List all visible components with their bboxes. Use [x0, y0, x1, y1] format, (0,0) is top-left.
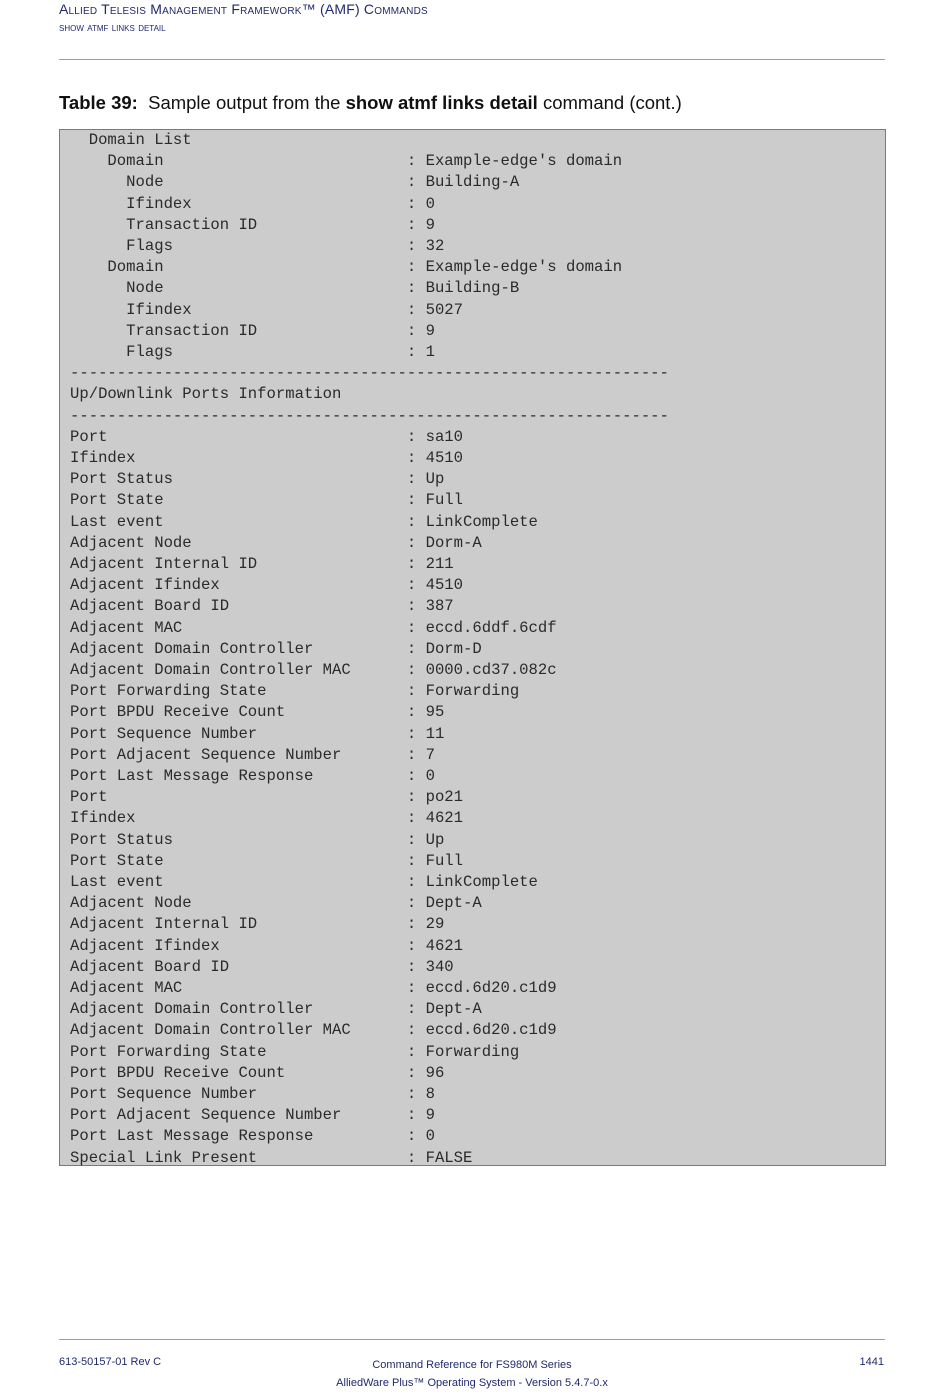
output-line: ---------------------------------------------------------------- [70, 364, 669, 383]
header-subtitle: show atmf links detail [59, 20, 166, 34]
output-line: Adjacent MAC : eccd.6d20.c1d9 [70, 979, 557, 997]
footer-doc-number: 613-50157-01 Rev C [59, 1356, 162, 1368]
output-line: Port Status : Up [70, 830, 445, 849]
output-line: Port Last Message Response : 0 [70, 767, 435, 785]
output-line: Node : Building-B [70, 279, 520, 298]
output-line: Adjacent Domain Controller MAC : eccd.6d20.c1d9 [70, 1021, 557, 1040]
header-divider [59, 59, 885, 60]
output-line: Last event : LinkComplete [70, 873, 538, 891]
output-line: Port Last Message Response : 0 [70, 1127, 435, 1146]
page-header [59, 1, 428, 36]
output-line: Adjacent MAC : eccd.6ddf.6cdf [70, 618, 557, 637]
footer-page-number: 1441 [859, 1356, 884, 1368]
output-line: Port BPDU Receive Count : 96 [70, 1063, 445, 1082]
output-line: Port BPDU Receive Count : 95 [70, 703, 445, 722]
command-output-box [59, 129, 886, 1166]
table-label: Table 39: [59, 92, 138, 113]
header-title: Allied Telesis Management Framework™ (AMF) Commands [59, 1, 428, 17]
output-line: Transaction ID : 9 [70, 215, 435, 234]
output-line: Adjacent Board ID : 387 [70, 597, 454, 616]
output-line: Ifindex : 4621 [70, 809, 464, 828]
output-line: Adjacent Node : Dorm-A [70, 533, 482, 552]
output-line: Port Adjacent Sequence Number : 9 [70, 1106, 435, 1125]
caption-post: command (cont.) [537, 92, 682, 113]
output-line: Domain List [70, 131, 192, 149]
output-line: Up/Downlink Ports Information [70, 385, 342, 404]
output-line: Special Link Present : FALSE [70, 1148, 473, 1167]
output-line: Adjacent Domain Controller MAC : 0000.cd37.082c [70, 661, 557, 679]
output-line: Adjacent Node : Dept-A [70, 894, 482, 913]
output-line: Adjacent Ifindex : 4510 [70, 576, 464, 595]
output-line: Port Sequence Number : 11 [70, 724, 445, 743]
output-line: Flags : 32 [70, 237, 445, 255]
output-line: Flags : 1 [70, 343, 435, 361]
output-line: Transaction ID : 9 [70, 321, 435, 340]
output-line: Adjacent Domain Controller : Dept-A [70, 1000, 482, 1019]
output-line: Ifindex : 4510 [70, 449, 464, 467]
output-line: Ifindex : 5027 [70, 300, 464, 319]
output-line: Domain : Example-edge's domain [70, 152, 623, 171]
output-line: Adjacent Domain Controller : Dorm-D [70, 639, 482, 658]
output-line: ---------------------------------------------------------------- [70, 406, 669, 425]
output-line: Port Forwarding State : Forwarding [70, 1042, 520, 1061]
output-line: Port : po21 [70, 788, 464, 807]
footer-center [0, 1356, 944, 1392]
output-line: Last event : LinkComplete [70, 512, 538, 531]
output-line: Adjacent Internal ID : 211 [70, 555, 454, 573]
output-line: Ifindex : 0 [70, 194, 435, 213]
output-line: Port State : Full [70, 851, 464, 870]
output-line: Adjacent Ifindex : 4621 [70, 936, 464, 955]
caption-pre: Sample output from the [148, 92, 346, 113]
output-line: Node : Building-A [70, 173, 520, 192]
output-line: Port Forwarding State : Forwarding [70, 682, 520, 701]
output-line: Port Adjacent Sequence Number : 7 [70, 745, 435, 764]
output-line: Adjacent Internal ID : 29 [70, 915, 445, 934]
output-line: Port : sa10 [70, 427, 464, 446]
footer-title: Command Reference for FS980M Series [372, 1359, 572, 1371]
output-line: Adjacent Board ID : 340 [70, 957, 454, 976]
table-caption [59, 92, 682, 114]
output-line: Port State : Full [70, 491, 464, 510]
footer-os-version: AlliedWare Plus™ Operating System - Version 5.4.7-0.x [336, 1377, 608, 1389]
caption-command: show atmf links detail [345, 92, 538, 113]
footer-divider [59, 1339, 885, 1340]
output-line: Domain : Example-edge's domain [70, 258, 623, 277]
output-line: Port Status : Up [70, 470, 445, 489]
output-line: Port Sequence Number : 8 [70, 1085, 435, 1103]
